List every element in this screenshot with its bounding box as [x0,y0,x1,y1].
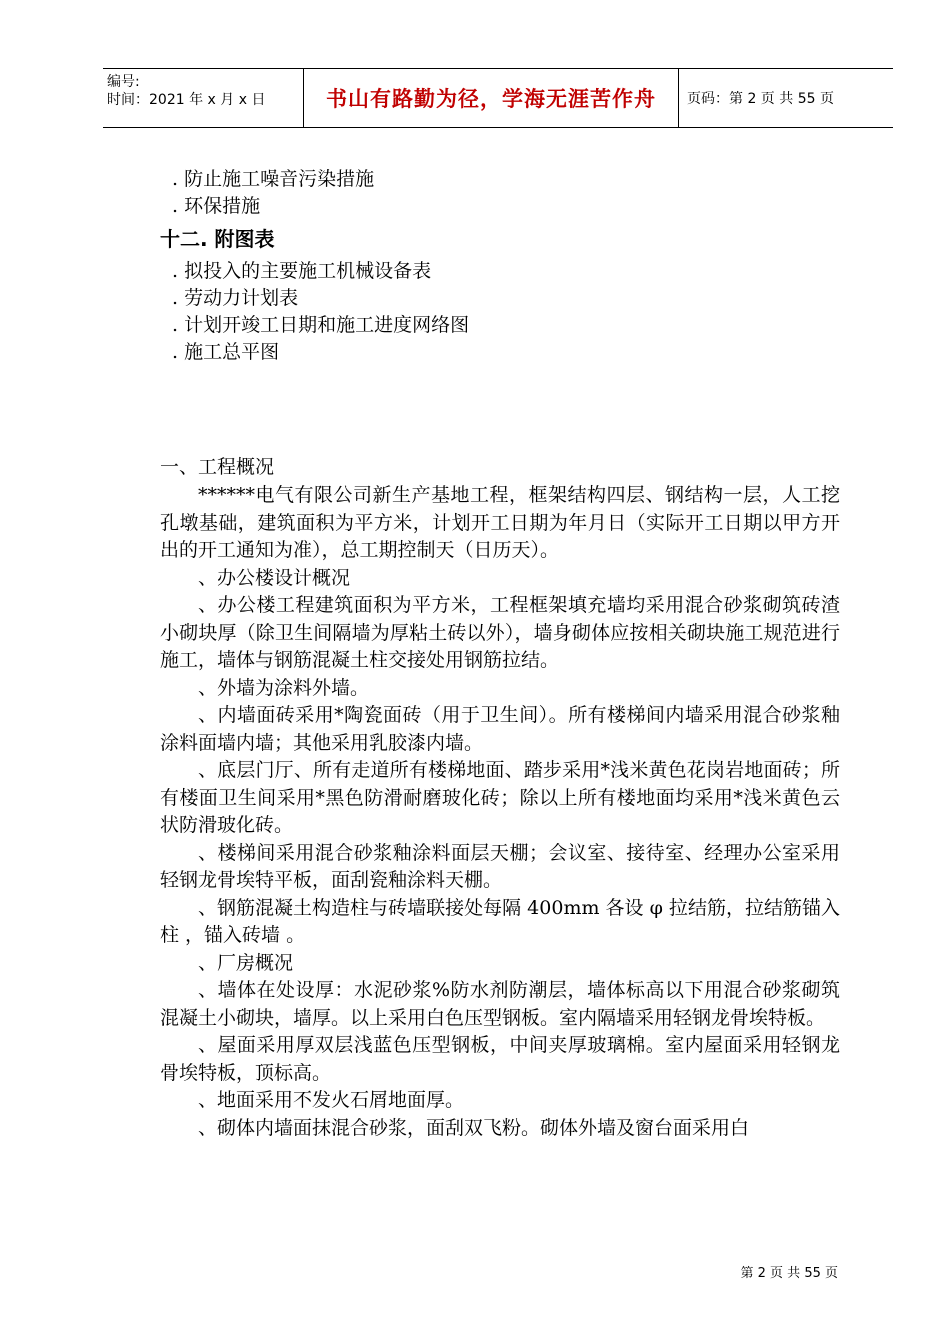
page-header [103,68,893,128]
overview-heading: 一、工程概况 [160,456,275,478]
number-label: 编号: [107,74,140,90]
date-label: 时间：2021 年 x 月 x 日 [107,92,266,108]
list-item: . 环保措施 [172,195,261,217]
paragraph: 、底层门厅、所有走道所有楼梯地面、踏步采用*浅米黄色花岗岩地面砖；所有楼面卫生间采用*黑色防滑耐磨玻化砖；除以上所有楼地面均采用*浅米黄色云状防滑玻化砖。 [160,759,840,836]
paragraph: 、厂房概况 [198,951,294,974]
document-body [160,166,840,1142]
blank-space [160,366,840,452]
paragraph: 、钢筋混凝土构造柱与砖墙联接处每隔 400mm 各设 φ 拉结筋，拉结筋锚入柱 ，锚入砖墙 。 [160,896,840,946]
paragraph: 、楼梯间采用混合砂浆釉涂料面层天棚；会议室、接待室、经理办公室采用轻钢龙骨埃特平板，面刮瓷釉涂料天棚。 [160,841,840,891]
paragraph: ******电气有限公司新生产基地工程，框架结构四层、钢结构一层，人工挖孔墩基础，建筑面积为平方米，计划开工日期为年月日（实际开工日期以甲方开出的开工通知为准），总工期控制天（日历天）。 [160,484,840,561]
page-footer: 第 2 页 共 55 页 [740,1266,838,1281]
list-item: . 计划开竣工日期和施工进度网络图 [172,314,470,336]
list-item: . 施工总平图 [172,341,280,363]
header-left-cell [103,69,304,127]
paragraph: 、外墙为涂料外墙。 [198,676,370,699]
header-motto: 书山有路勤为径，学海无涯苦作舟 [304,69,679,127]
paragraph: 、地面采用不发火石屑地面厚。 [198,1089,465,1111]
paragraph: 、内墙面砖采用*陶瓷面砖（用于卫生间）。所有楼梯间内墙采用混合砂浆釉涂料面墙内墙；其他采用乳胶漆内墙。 [160,704,840,754]
list-item: . 劳动力计划表 [172,287,299,309]
header-page-code: 页码：第 2 页 共 55 页 [687,91,834,107]
list-item: . 防止施工噪音污染措施 [172,168,375,190]
paragraph: 、墙体在处设厚：水泥砂浆%防水剂防潮层，墙体标高以下用混合砂浆砌筑混凝土小砌块，墙厚。以上采用白色压型钢板。室内隔墙采用轻钢龙骨埃特板。 [160,979,840,1029]
paragraph: 、屋面采用厚双层浅蓝色压型钢板，中间夹厚玻璃棉。室内屋面采用轻钢龙骨埃特板，顶标高。 [160,1034,840,1084]
paragraph: 、砌体内墙面抹混合砂浆，面刮双飞粉。砌体外墙及窗台面采用白 [198,1116,750,1139]
paragraph: 、办公楼工程建筑面积为平方米，工程框架填充墙均采用混合砂浆砌筑砖渣小砌块厚（除卫生间隔墙为厚粘土砖以外），墙身砌体应按相关砌块施工规范进行施工，墙体与钢筋混凝土柱交接处用钢筋拉结。 [160,594,840,671]
section-title: 十二. 附图表 [160,227,275,251]
paragraph: 、办公楼设计概况 [198,566,351,589]
list-item: . 拟投入的主要施工机械设备表 [172,260,432,282]
